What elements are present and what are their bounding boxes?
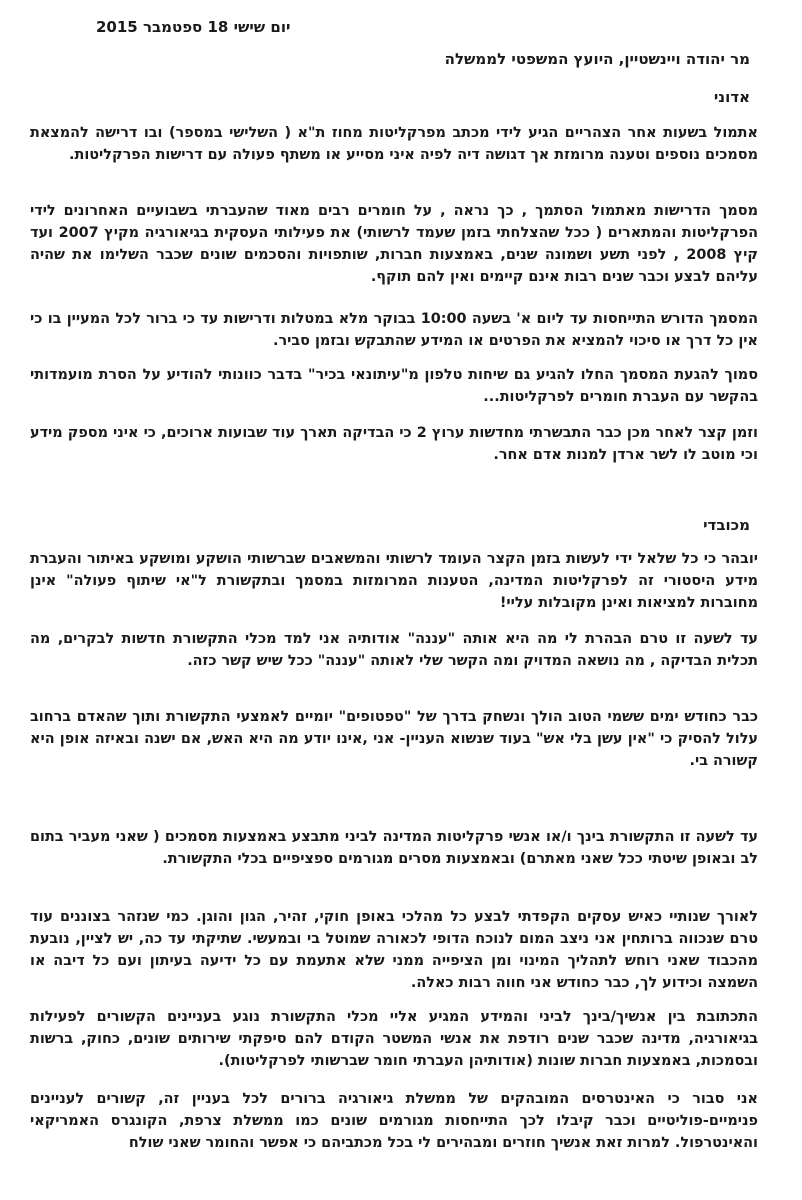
paragraph-7: עד לשעה זו טרם הבהרת לי מה היא אותה "עננה" אודותיה אני למד מכלי התקשורת חדשות לבקרים, מה תכלית הבדיקה , מה נושאה המדויק ומה הקשר שלי לאותה "עננה" ככל שיש קשר כזה. xyxy=(30,631,758,669)
paragraph-5: וזמן קצר לאחר מכן כבר התבשרתי מחדשות ערוץ 2 כי הבדיקה תארך עוד שבועות ארוכים, כי איני מספק מידע וכי מוטב לו לשר ארדן למנות אדם אחר. xyxy=(30,425,758,463)
paragraph-3: המסמך הדורש התייחסות עד ליום א' בשעה 10:00 בבוקר מלא במטלות ודרישות עד כי ברור לכל המעיין בו כי אין כל דרך או סיכוי להמציא את הפרטים או המידע שהתבקש ובזמן סביר. xyxy=(30,311,758,349)
letter-closing: מכובדי xyxy=(703,516,750,534)
paragraph-4: סמוך להגעת המסמך החלו להגיע גם שיחות טלפון מ"עיתונאי בכיר" בדבר כוונותי להודיע על הסרת מועמדותי בהקשר עם העברת חומרים לפרקליטות... xyxy=(30,367,758,405)
paragraph-10: לאורך שנותיי כאיש עסקים הקפדתי לבצע כל מהלכי באופן חוקי, זהיר, הגון והוגן. כמי שנזהר בצוננים עוד טרם שנכווה ברותחין אני ניצב המום לנוכח הדופי לכאורה שמוטל בי ובמעשי. שתיקתי עד כה, יש לציין, נובעת מהכבוד שאני רוחש לתהליך המינוי ומן הציפייה ממני שלא אתעמת עם כל ידיעה בעיתון ועם כל דיבה או השמצה וכידוע לך, כבר כחודש אני חווה רבות כאלה. xyxy=(30,909,758,991)
paragraph-8: כבר כחודש ימים ששמי הטוב הולך ונשחק בדרך של "טפטופים" יומיים לאמצעי התקשורת ותוך שהאדם ברחוב עלול להסיק כי "אין עשן בלי אש" בעוד שנשוא העניין- אני ,אינו יודע מה היא האש, אם ישנה ובאיזה אופן היא קשורה בי. xyxy=(30,709,758,769)
letter-date: יום שישי 18 ספטמבר 2015 xyxy=(96,18,291,36)
letter-addressee: מר יהודה ויינשטיין, היועץ המשפטי לממשלה xyxy=(444,50,750,68)
paragraph-9: עד לשעה זו התקשורת בינך ו/או אנשי פרקליטות המדינה לביני מתבצע באמצעות מסמכים ( שאני מעביר בתום לב ובאופן שיטתי ככל שאני מאתרם) ובאמצעות מסרים מגורמים ספציפיים בכלי התקשורת. xyxy=(30,829,758,867)
paragraph-11: התכתובת בין אנשיך/בינך לביני והמידע המגיע אליי מכלי התקשורת נוגע בעניינים הקשורים לפעילות בגיאורגיה, מדינה שכבר שנים רודפת את אנשי המשטר הקודם להם סיפקתי שירותים שונים, כחוק, ברשות ובסמכות, באמצעות חברות שונות (אודותיהן העברתי חומר שברשותי לפרקליטות). xyxy=(30,1009,758,1069)
paragraph-2: מסמך הדרישות מאתמול הסתמך , כך נראה , על חומרים רבים מאוד שהעברתי בשבועיים האחרונים לידי הפרקליטות והמתארים ( ככל שהצלחתי בזמן שעמד לרשותי) את פעילותי העסקית בגיאורגיה מקיץ 2007 ועד קיץ 2008 , לפני תשע ושמונה שנים, באמצעות חברות, שותפויות והסכמים שונים שכבר השלימו את שהיה עליהם לבצע וכבר שנים רבות אינם קיימים ואין להם תוקף. xyxy=(30,203,758,285)
paragraph-6: יובהר כי כל שלאל ידי לעשות בזמן הקצר העומד לרשותי והמשאבים שברשותי הושקע ומושקע באיתור והעברת מידע היסטורי זה לפרקליטות המדינה, הטענות המרומזות במסמך ובתקשורת ל"אי שיתוף פעולה" אינן מחוברות למציאות ואינן מקובלות עליי! xyxy=(30,551,758,611)
letter-salutation: אדוני xyxy=(713,88,750,106)
paragraph-1: אתמול בשעות אחר הצהריים הגיע לידי מכתב מפרקליטות מחוז ת"א ( השלישי במספר) ובו דרישה להמצאת מסמכים נוספים וטענה מרומזת אך דגושה דיה לפיה איני מסייע או משתף פעולה עם דרישות הפרקליטות. xyxy=(30,125,758,163)
paragraph-12: אני סבור כי האינטרסים המובהקים של ממשלת גיאורגיה ברורים לכל בעניין זה, קשורים לעניינים פנימיים-פוליטיים וכבר קיבלו לכך התייחסות מגורמים שונים כמו ממשלת צרפת, הקונגרס האמריקאי והאינטרפול. למרות זאת אנשיך חוזרים ומבהירים לי בכל מכתביהם כי אפשר והחומר שאני שולח xyxy=(30,1091,758,1151)
